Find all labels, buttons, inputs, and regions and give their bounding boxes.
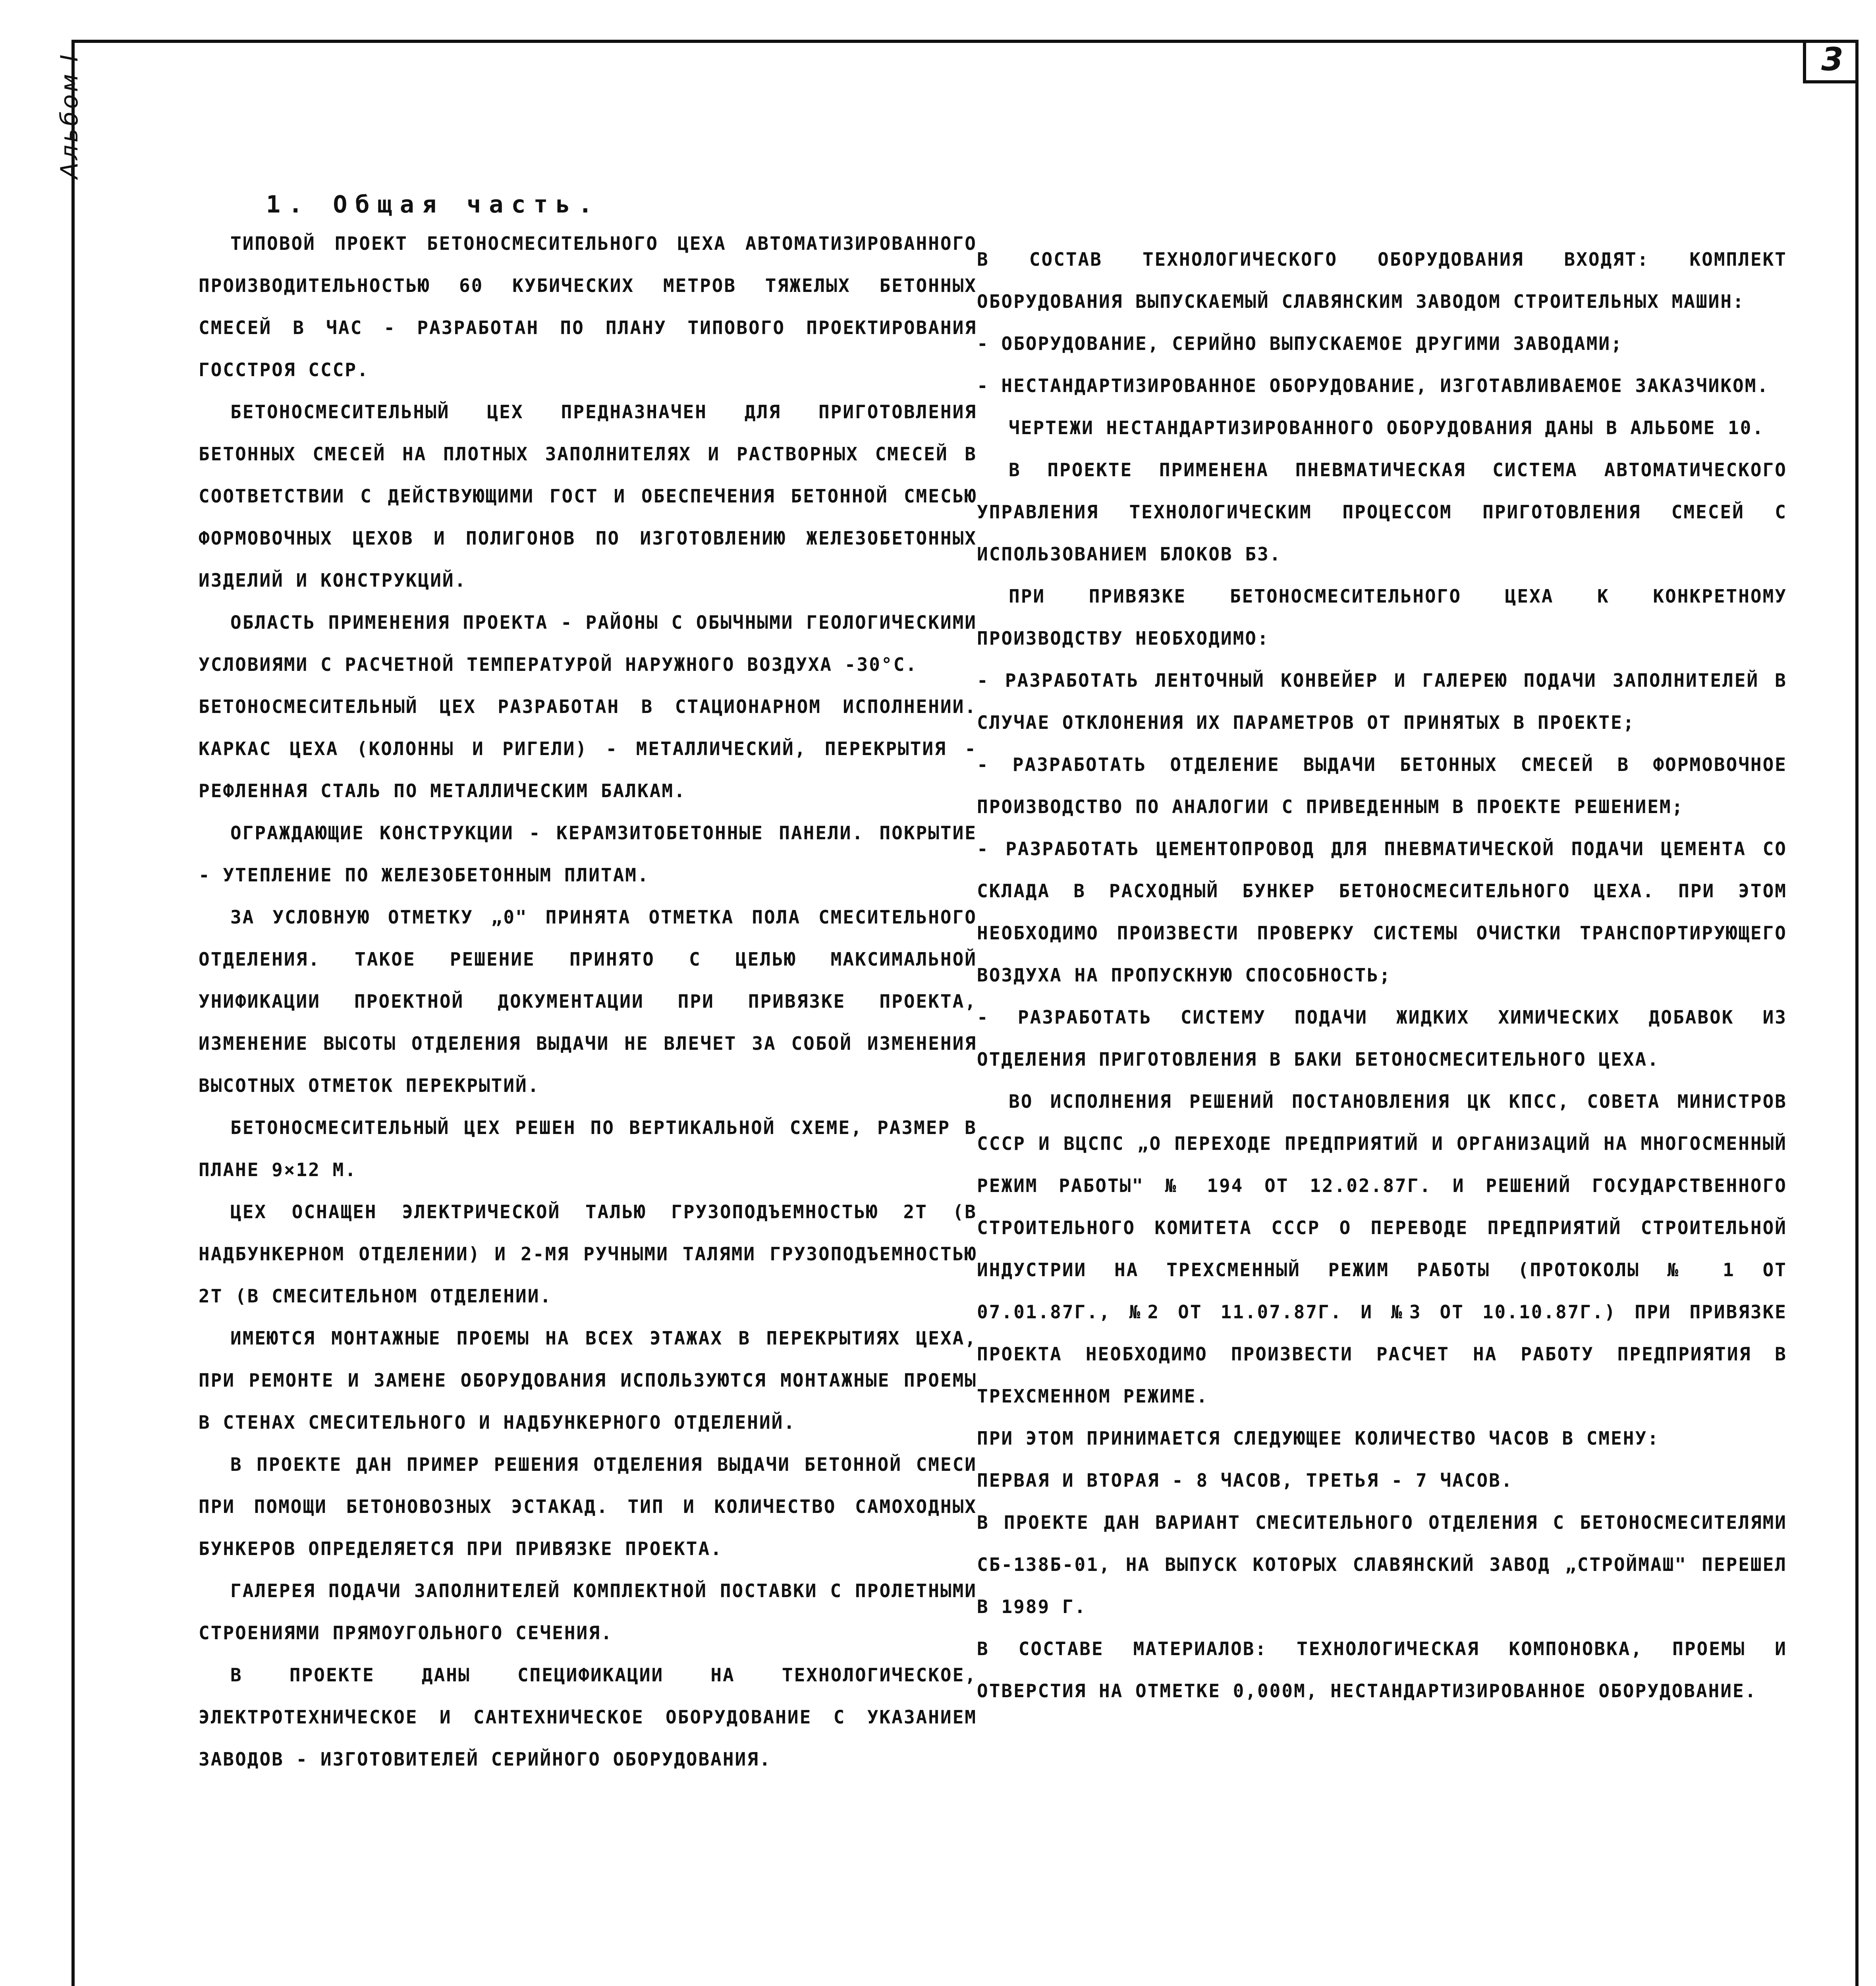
paragraph: - РАЗРАБОТАТЬ ЦЕМЕНТОПРОВОД ДЛЯ ПНЕВМАТИЧЕСКОЙ ПОДАЧИ ЦЕМЕНТА СО СКЛАДА В РАСХОДНЫЙ БУНКЕР БЕТОНОСМЕСИТЕЛЬНОГО ЦЕХА. ПРИ ЭТОМ НЕОБХОДИМО ПРОИЗВЕСТИ ПРОВЕРКУ СИСТЕМЫ ОЧИСТКИ ТРАНСПОРТИРУЮЩЕГО ВОЗДУХА НА ПРОПУСКНУЮ СПОСОБНОСТЬ; <box>977 838 1787 986</box>
paragraph: ГАЛЕРЕЯ ПОДАЧИ ЗАПОЛНИТЕЛЕЙ КОМПЛЕКТНОЙ ПОСТАВКИ С ПРОЛЕТНЫМИ СТРОЕНИЯМИ ПРЯМОУГОЛЬНОГО СЕЧЕНИЯ. <box>199 1580 977 1644</box>
paragraph: ПРИ ЭТОМ ПРИНИМАЕТСЯ СЛЕДУЮЩЕЕ КОЛИЧЕСТВО ЧАСОВ В СМЕНУ: <box>977 1428 1660 1449</box>
paragraph: ОГРАЖДАЮЩИЕ КОНСТРУКЦИИ - КЕРАМЗИТОБЕТОННЫЕ ПАНЕЛИ. ПОКРЫТИЕ - УТЕПЛЕНИЕ ПО ЖЕЛЕЗОБЕТОННЫМ ПЛИТАМ. <box>199 822 977 886</box>
paragraph: - РАЗРАБОТАТЬ ЛЕНТОЧНЫЙ КОНВЕЙЕР И ГАЛЕРЕЮ ПОДАЧИ ЗАПОЛНИТЕЛЕЙ В СЛУЧАЕ ОТКЛОНЕНИЯ ИХ ПАРАМЕТРОВ ОТ ПРИНЯТЫХ В ПРОЕКТЕ; <box>977 670 1787 733</box>
album-label: Альбом I <box>56 52 83 179</box>
paragraph: В ПРОЕКТЕ ПРИМЕНЕНА ПНЕВМАТИЧЕСКАЯ СИСТЕМА АВТОМАТИЧЕСКОГО УПРАВЛЕНИЯ ТЕХНОЛОГИЧЕСКИМ ПРОЦЕССОМ ПРИГОТОВЛЕНИЯ СМЕСЕЙ С ИСПОЛЬЗОВАНИЕМ БЛОКОВ БЗ. <box>977 459 1787 565</box>
paragraph: В ПРОЕКТЕ ДАН ВАРИАНТ СМЕСИТЕЛЬНОГО ОТДЕЛЕНИЯ С БЕТОНОСМЕСИТЕЛЯМИ СБ-138Б-01, НА ВЫПУСК КОТОРЫХ СЛАВЯНСКИЙ ЗАВОД „СТРОЙМАШ" ПЕРЕШЕЛ В 1989 Г. <box>977 1512 1787 1617</box>
paragraph: - РАЗРАБОТАТЬ СИСТЕМУ ПОДАЧИ ЖИДКИХ ХИМИЧЕСКИХ ДОБАВОК ИЗ ОТДЕЛЕНИЯ ПРИГОТОВЛЕНИЯ В БАКИ БЕТОНОСМЕСИТЕЛЬНОГО ЦЕХА. <box>977 1007 1787 1070</box>
paragraph: В ПРОЕКТЕ ДАНЫ СПЕЦИФИКАЦИИ НА ТЕХНОЛОГИЧЕСКОЕ, ЭЛЕКТРОТЕХНИЧЕСКОЕ И САНТЕХНИЧЕСКОЕ ОБОРУДОВАНИЕ С УКАЗАНИЕМ ЗАВОДОВ - ИЗГОТОВИТЕЛЕЙ СЕРИЙНОГО ОБОРУДОВАНИЯ. <box>199 1664 977 1770</box>
paragraph: - РАЗРАБОТАТЬ ОТДЕЛЕНИЕ ВЫДАЧИ БЕТОННЫХ СМЕСЕЙ В ФОРМОВОЧНОЕ ПРОИЗВОДСТВО ПО АНАЛОГИИ С ПРИВЕДЕННЫМ В ПРОЕКТЕ РЕШЕНИЕМ; <box>977 754 1787 817</box>
paragraph: ЧЕРТЕЖИ НЕСТАНДАРТИЗИРОВАННОГО ОБОРУДОВАНИЯ ДАНЫ В АЛЬБОМЕ 10. <box>1009 417 1765 439</box>
paragraph: ЦЕХ ОСНАЩЕН ЭЛЕКТРИЧЕСКОЙ ТАЛЬЮ ГРУЗОПОДЪЕМНОСТЬЮ 2Т (В НАДБУНКЕРНОМ ОТДЕЛЕНИИ) И 2-МЯ РУЧНЫМИ ТАЛЯМИ ГРУЗОПОДЪЕМНОСТЬЮ 2Т (В СМЕСИТЕЛЬНОМ ОТДЕЛЕНИИ. <box>199 1201 977 1307</box>
paragraph: БЕТОНОСМЕСИТЕЛЬНЫЙ ЦЕХ ПРЕДНАЗНАЧЕН ДЛЯ ПРИГОТОВЛЕНИЯ БЕТОННЫХ СМЕСЕЙ НА ПЛОТНЫХ ЗАПОЛНИТЕЛЯХ И РАСТВОРНЫХ СМЕСЕЙ В СООТВЕТСТВИИ С ДЕЙСТВУЮЩИМИ ГОСТ И ОБЕСПЕЧЕНИЯ БЕТОННОЙ СМЕСЬЮ ФОРМОВОЧНЫХ ЦЕХОВ И ПОЛИГОНОВ ПО ИЗГОТОВЛЕНИЮ ЖЕЛЕЗОБЕТОННЫХ ИЗДЕЛИЙ И КОНСТРУКЦИЙ. <box>199 401 977 591</box>
paragraph: ТИПОВОЙ ПРОЕКТ БЕТОНОСМЕСИТЕЛЬНОГО ЦЕХА АВТОМАТИЗИРОВАННОГО ПРОИЗВОДИТЕЛЬНОСТЬЮ 60 КУБИЧЕСКИХ МЕТРОВ ТЯЖЕЛЫХ БЕТОННЫХ СМЕСЕЙ В ЧАС - РАЗРАБОТАН ПО ПЛАНУ ТИПОВОГО ПРОЕКТИРОВАНИЯ ГОССТРОЯ СССР. <box>199 233 977 381</box>
paragraph: БЕТОНОСМЕСИТЕЛЬНЫЙ ЦЕХ РАЗРАБОТАН В СТАЦИОНАРНОМ ИСПОЛНЕНИИ. КАРКАС ЦЕХА (КОЛОННЫ И РИГЕЛИ) - МЕТАЛЛИЧЕСКИЙ, ПЕРЕКРЫТИЯ - РЕФЛЕННАЯ СТАЛЬ ПО МЕТАЛЛИЧЕСКИМ БАЛКАМ. <box>199 696 977 802</box>
paragraph: - НЕСТАНДАРТИЗИРОВАННОЕ ОБОРУДОВАНИЕ, ИЗГОТАВЛИВАЕМОЕ ЗАКАЗЧИКОМ. <box>977 375 1770 396</box>
left-text-column <box>199 222 977 1780</box>
paragraph: В ПРОЕКТЕ ДАН ПРИМЕР РЕШЕНИЯ ОТДЕЛЕНИЯ ВЫДАЧИ БЕТОННОЙ СМЕСИ ПРИ ПОМОЩИ БЕТОНОВОЗНЫХ ЭСТАКАД. ТИП И КОЛИЧЕСТВО САМОХОДНЫХ БУНКЕРОВ ОПРЕДЕЛЯЕТСЯ ПРИ ПРИВЯЗКЕ ПРОЕКТА. <box>199 1454 977 1559</box>
sheet-number: 3 <box>1803 40 1859 83</box>
paragraph: БЕТОНОСМЕСИТЕЛЬНЫЙ ЦЕХ РЕШЕН ПО ВЕРТИКАЛЬНОЙ СХЕМЕ, РАЗМЕР В ПЛАНЕ 9×12 М. <box>199 1117 977 1180</box>
paragraph: ЗА УСЛОВНУЮ ОТМЕТКУ „0" ПРИНЯТА ОТМЕТКА ПОЛА СМЕСИТЕЛЬНОГО ОТДЕЛЕНИЯ. ТАКОЕ РЕШЕНИЕ ПРИНЯТО С ЦЕЛЬЮ МАКСИМАЛЬНОЙ УНИФИКАЦИИ ПРОЕКТНОЙ ДОКУМЕНТАЦИИ ПРИ ПРИВЯЗКЕ ПРОЕКТА, ИЗМЕНЕНИЕ ВЫСОТЫ ОТДЕЛЕНИЯ ВЫДАЧИ НЕ ВЛЕЧЕТ ЗА СОБОЙ ИЗМЕНЕНИЯ ВЫСОТНЫХ ОТМЕТОК ПЕРЕКРЫТИЙ. <box>199 906 977 1096</box>
right-text-column <box>977 238 1787 1712</box>
paragraph: - ОБОРУДОВАНИЕ, СЕРИЙНО ВЫПУСКАЕМОЕ ДРУГИМИ ЗАВОДАМИ; <box>977 333 1623 354</box>
section-title: 1. Общая часть. <box>266 191 600 218</box>
paragraph: ПРИ ПРИВЯЗКЕ БЕТОНОСМЕСИТЕЛЬНОГО ЦЕХА К КОНКРЕТНОМУ ПРОИЗВОДСТВУ НЕОБХОДИМО: <box>977 585 1787 649</box>
paragraph: В СОСТАВ ТЕХНОЛОГИЧЕСКОГО ОБОРУДОВАНИЯ ВХОДЯТ: КОМПЛЕКТ ОБОРУДОВАНИЯ ВЫПУСКАЕМЫЙ СЛАВЯНСКИМ ЗАВОДОМ СТРОИТЕЛЬНЫХ МАШИН: <box>977 249 1787 312</box>
paragraph: ВО ИСПОЛНЕНИЯ РЕШЕНИЙ ПОСТАНОВЛЕНИЯ ЦК КПСС, СОВЕТА МИНИСТРОВ СССР И ВЦСПС „О ПЕРЕХОДЕ ПРЕДПРИЯТИЙ И ОРГАНИЗАЦИЙ НА МНОГОСМЕННЫЙ РЕЖИМ РАБОТЫ" № 194 ОТ 12.02.87Г. И РЕШЕНИЙ ГОСУДАРСТВЕННОГО СТРОИТЕЛЬНОГО КОМИТЕТА СССР О ПЕРЕВОДЕ ПРЕДПРИЯТИЙ СТРОИТЕЛЬНОЙ ИНДУСТРИИ НА ТРЕХСМЕННЫЙ РЕЖИМ РАБОТЫ (ПРОТОКОЛЫ № 1 ОТ 07.01.87Г., №2 ОТ 11.07.87Г. И №3 ОТ 10.10.87Г.) ПРИ ПРИВЯЗКЕ ПРОЕКТА НЕОБХОДИМО ПРОИЗВЕСТИ РАСЧЕТ НА РАБОТУ ПРЕДПРИЯТИЯ В ТРЕХСМЕННОМ РЕЖИМЕ. <box>977 1091 1787 1407</box>
paragraph: ИМЕЮТСЯ МОНТАЖНЫЕ ПРОЕМЫ НА ВСЕХ ЭТАЖАХ В ПЕРЕКРЫТИЯХ ЦЕХА, ПРИ РЕМОНТЕ И ЗАМЕНЕ ОБОРУДОВАНИЯ ИСПОЛЬЗУЮТСЯ МОНТАЖНЫЕ ПРОЕМЫ В СТЕНАХ СМЕСИТЕЛЬНОГО И НАДБУНКЕРНОГО ОТДЕЛЕНИЙ. <box>199 1327 977 1433</box>
paragraph: ПЕРВАЯ И ВТОРАЯ - 8 ЧАСОВ, ТРЕТЬЯ - 7 ЧАСОВ. <box>977 1470 1513 1491</box>
paragraph: ОБЛАСТЬ ПРИМЕНЕНИЯ ПРОЕКТА - РАЙОНЫ С ОБЫЧНЫМИ ГЕОЛОГИЧЕСКИМИ УСЛОВИЯМИ С РАСЧЕТНОЙ ТЕМПЕРАТУРОЙ НАРУЖНОГО ВОЗДУХА -30°С. <box>199 612 977 675</box>
paragraph: В СОСТАВЕ МАТЕРИАЛОВ: ТЕХНОЛОГИЧЕСКАЯ КОМПОНОВКА, ПРОЕМЫ И ОТВЕРСТИЯ НА ОТМЕТКЕ 0,000М, НЕСТАНДАРТИЗИРОВАННОЕ ОБОРУДОВАНИЕ. <box>977 1638 1787 1702</box>
